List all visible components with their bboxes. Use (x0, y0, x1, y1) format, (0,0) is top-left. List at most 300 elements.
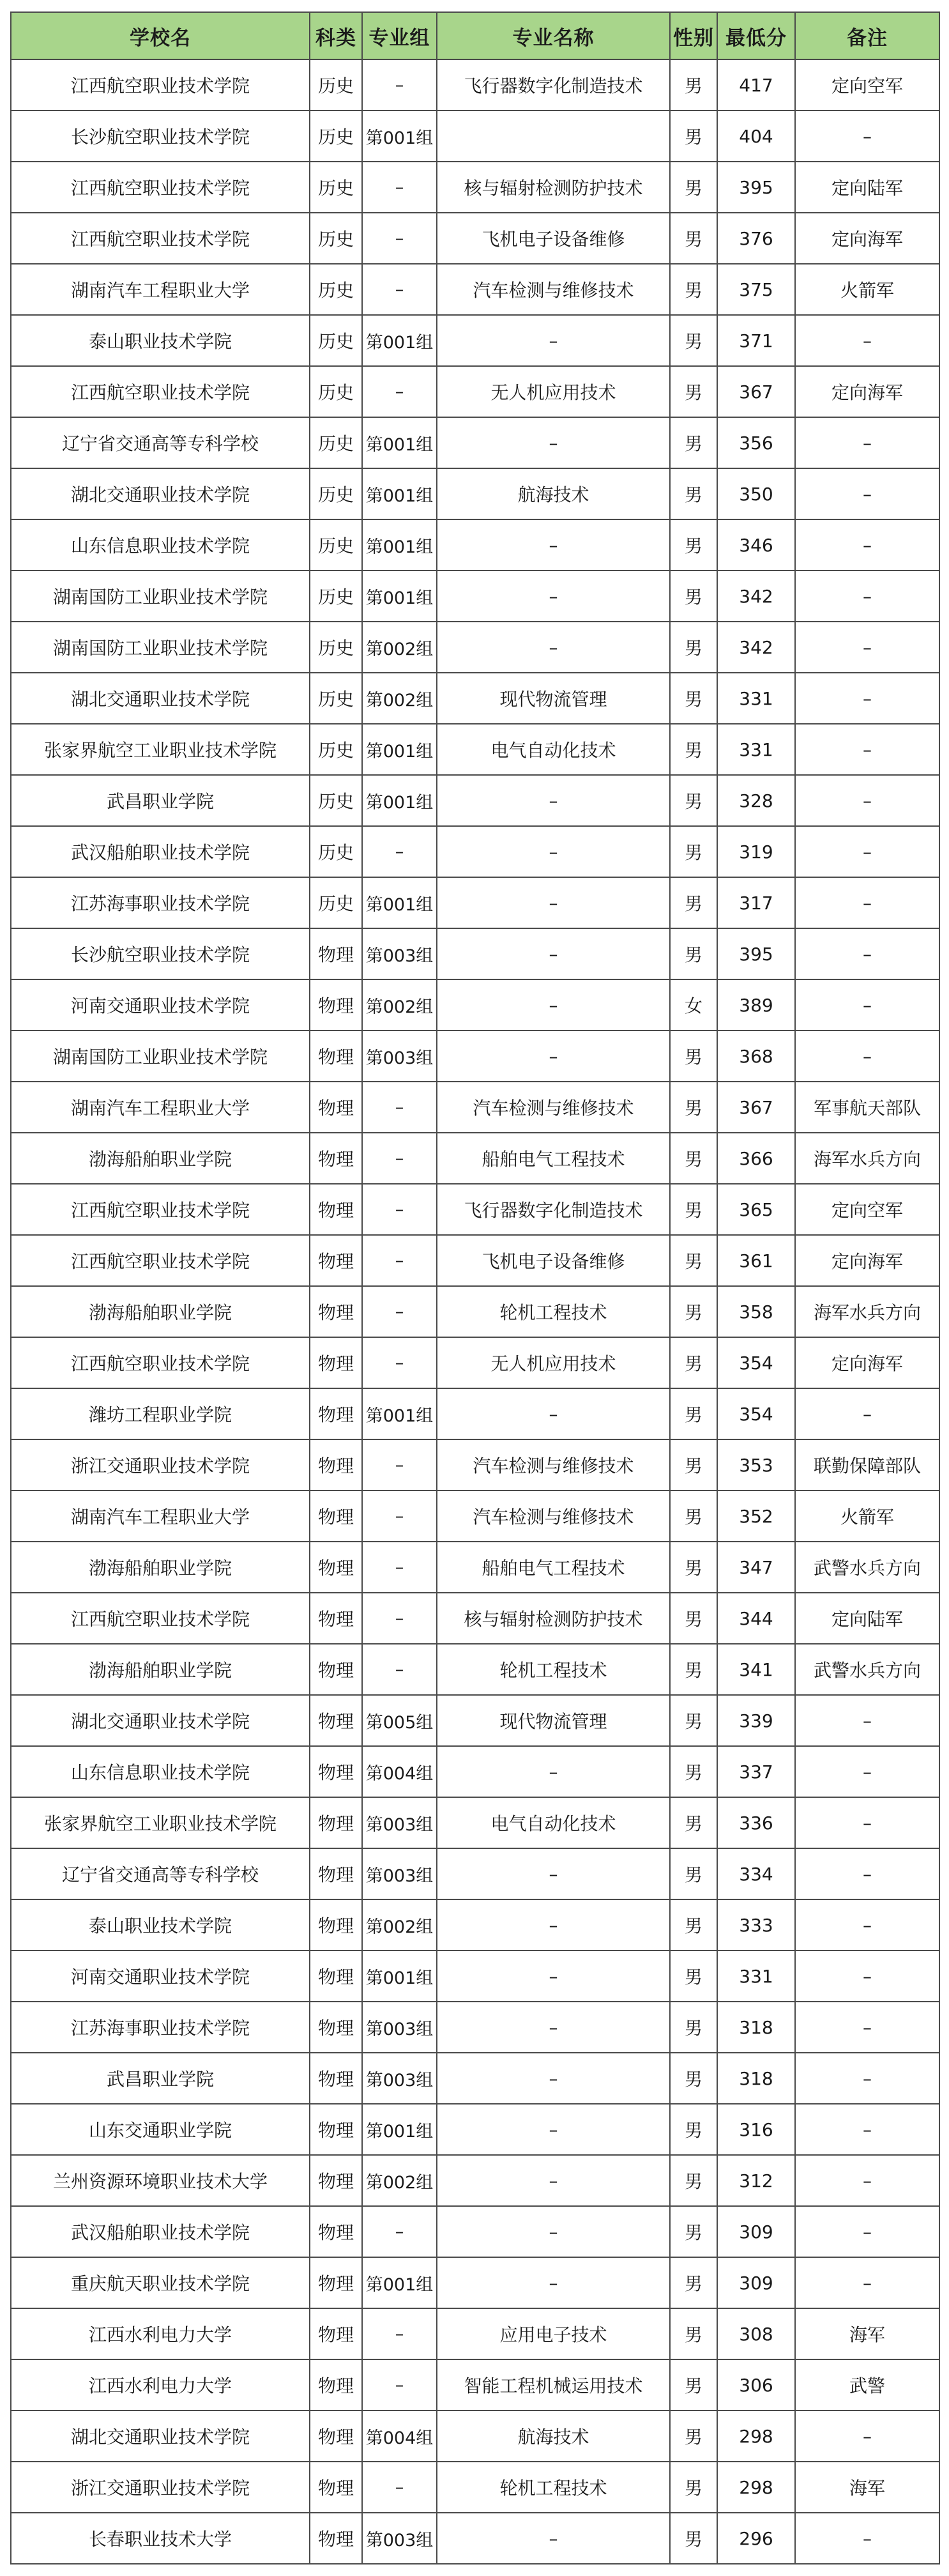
major-name-cell: – (437, 1848, 670, 1899)
major-group-cell: 第002组 (362, 673, 437, 724)
min-score-cell: 375 (717, 264, 795, 315)
table-row (11, 1337, 939, 1388)
min-score-cell: 336 (717, 1797, 795, 1848)
min-score-cell: 417 (717, 59, 795, 111)
major-name-cell: 核与辐射检测防护技术 (437, 1593, 670, 1644)
gender-cell: 男 (670, 2002, 717, 2053)
table-row (11, 1184, 939, 1235)
table-row (11, 1848, 939, 1899)
school-cell: 渤海船舶职业学院 (11, 1286, 310, 1337)
note-cell: – (795, 111, 939, 162)
major-group-cell: 第003组 (362, 1797, 437, 1848)
subject-cell: 物理 (310, 1235, 362, 1286)
min-score-cell: 395 (717, 928, 795, 979)
table-row (11, 1746, 939, 1797)
major-name-cell: 飞机电子设备维修 (437, 1235, 670, 1286)
min-score-cell: 368 (717, 1031, 795, 1082)
school-cell: 江西水利电力大学 (11, 2308, 310, 2359)
gender-cell: 男 (670, 622, 717, 673)
note-cell: – (795, 2002, 939, 2053)
subject-cell: 历史 (310, 622, 362, 673)
table-row (11, 1133, 939, 1184)
subject-cell: 历史 (310, 59, 362, 111)
table-row (11, 571, 939, 622)
major-name-cell: 汽车检测与维修技术 (437, 264, 670, 315)
school-cell: 武昌职业学院 (11, 2053, 310, 2104)
table-header (11, 12, 939, 59)
gender-cell: 男 (670, 59, 717, 111)
subject-cell: 物理 (310, 2411, 362, 2462)
major-group-cell: 第001组 (362, 1951, 437, 2002)
subject-cell: 物理 (310, 2308, 362, 2359)
note-cell: – (795, 468, 939, 519)
table-row (11, 1593, 939, 1644)
school-cell: 江苏海事职业技术学院 (11, 2002, 310, 2053)
table-row (11, 1644, 939, 1695)
school-cell: 武汉船舶职业技术学院 (11, 2206, 310, 2257)
note-cell: – (795, 775, 939, 826)
table-row (11, 1388, 939, 1439)
subject-cell: 物理 (310, 1184, 362, 1235)
major-group-cell: 第003组 (362, 2513, 437, 2564)
subject-cell: 物理 (310, 1695, 362, 1746)
subject-cell: 历史 (310, 571, 362, 622)
note-cell: 海军 (795, 2308, 939, 2359)
gender-cell: 男 (670, 1797, 717, 1848)
subject-cell: 物理 (310, 2206, 362, 2257)
major-name-cell: – (437, 2513, 670, 2564)
min-score-cell: 298 (717, 2462, 795, 2513)
major-group-cell: 第001组 (362, 2104, 437, 2155)
note-cell: – (795, 2053, 939, 2104)
school-cell: 江西航空职业技术学院 (11, 366, 310, 417)
note-cell: – (795, 571, 939, 622)
note-cell: 海军 (795, 2462, 939, 2513)
subject-cell: 历史 (310, 877, 362, 928)
min-score-cell: 334 (717, 1848, 795, 1899)
major-group-cell: 第001组 (362, 2257, 437, 2308)
school-cell: 长沙航空职业技术学院 (11, 928, 310, 979)
min-score-cell: 361 (717, 1235, 795, 1286)
note-cell: – (795, 2411, 939, 2462)
major-name-cell: – (437, 2155, 670, 2206)
major-name-cell: – (437, 2206, 670, 2257)
min-score-cell: 317 (717, 877, 795, 928)
gender-cell: 男 (670, 1235, 717, 1286)
admission-scores-table (10, 12, 940, 2564)
note-cell: – (795, 877, 939, 928)
major-name-cell: 现代物流管理 (437, 1695, 670, 1746)
note-cell: – (795, 2257, 939, 2308)
school-cell: 湖南汽车工程职业大学 (11, 264, 310, 315)
school-cell: 武汉船舶职业技术学院 (11, 826, 310, 877)
school-cell: 江西航空职业技术学院 (11, 1593, 310, 1644)
major-name-cell: – (437, 775, 670, 826)
major-group-cell: – (362, 1644, 437, 1695)
subject-cell: 物理 (310, 1951, 362, 2002)
min-score-cell: 342 (717, 571, 795, 622)
gender-cell: 男 (670, 1133, 717, 1184)
note-cell: 海军水兵方向 (795, 1133, 939, 1184)
major-name-cell: 轮机工程技术 (437, 1286, 670, 1337)
table-row (11, 2308, 939, 2359)
gender-cell: 女 (670, 979, 717, 1031)
table-row (11, 1491, 939, 1542)
subject-cell: 物理 (310, 1848, 362, 1899)
table-row (11, 2411, 939, 2462)
min-score-cell: 352 (717, 1491, 795, 1542)
major-name-cell: – (437, 826, 670, 877)
note-cell: – (795, 1951, 939, 2002)
major-group-cell: – (362, 1235, 437, 1286)
major-name-cell: – (437, 928, 670, 979)
major-name-cell: 船舶电气工程技术 (437, 1133, 670, 1184)
major-group-cell: 第003组 (362, 1848, 437, 1899)
school-cell: 湖北交通职业技术学院 (11, 1695, 310, 1746)
note-cell: – (795, 1388, 939, 1439)
major-group-cell: – (362, 826, 437, 877)
school-cell: 山东信息职业技术学院 (11, 519, 310, 571)
min-score-cell: 318 (717, 2002, 795, 2053)
table-row (11, 2002, 939, 2053)
table-row (11, 2462, 939, 2513)
major-group-cell: – (362, 1593, 437, 1644)
school-cell: 长春职业技术大学 (11, 2513, 310, 2564)
min-score-cell: 316 (717, 2104, 795, 2155)
major-group-cell: 第001组 (362, 417, 437, 468)
table-row (11, 264, 939, 315)
header-min-score: 最低分 (717, 12, 795, 59)
school-cell: 湖北交通职业技术学院 (11, 468, 310, 519)
note-cell: 定向海军 (795, 213, 939, 264)
table-row (11, 1082, 939, 1133)
major-group-cell: – (362, 1439, 437, 1491)
school-cell: 江西水利电力大学 (11, 2359, 310, 2411)
school-cell: 重庆航天职业技术学院 (11, 2257, 310, 2308)
gender-cell: 男 (670, 213, 717, 264)
min-score-cell: 347 (717, 1542, 795, 1593)
min-score-cell: 404 (717, 111, 795, 162)
min-score-cell: 331 (717, 1951, 795, 2002)
gender-cell: 男 (670, 1439, 717, 1491)
min-score-cell: 312 (717, 2155, 795, 2206)
school-cell: 渤海船舶职业学院 (11, 1542, 310, 1593)
school-cell: 河南交通职业技术学院 (11, 979, 310, 1031)
note-cell: 定向陆军 (795, 1593, 939, 1644)
major-name-cell: 汽车检测与维修技术 (437, 1491, 670, 1542)
subject-cell: 物理 (310, 1746, 362, 1797)
min-score-cell: 365 (717, 1184, 795, 1235)
major-name-cell: 航海技术 (437, 2411, 670, 2462)
major-name-cell: – (437, 2104, 670, 2155)
note-cell: 定向空军 (795, 59, 939, 111)
note-cell: – (795, 417, 939, 468)
min-score-cell: 371 (717, 315, 795, 366)
note-cell: – (795, 1797, 939, 1848)
note-cell: 武警水兵方向 (795, 1542, 939, 1593)
gender-cell: 男 (670, 417, 717, 468)
subject-cell: 物理 (310, 2257, 362, 2308)
subject-cell: 物理 (310, 1439, 362, 1491)
major-group-cell: 第001组 (362, 775, 437, 826)
min-score-cell: 356 (717, 417, 795, 468)
school-cell: 渤海船舶职业学院 (11, 1644, 310, 1695)
school-cell: 江西航空职业技术学院 (11, 213, 310, 264)
subject-cell: 物理 (310, 1491, 362, 1542)
table-row (11, 468, 939, 519)
gender-cell: 男 (670, 2053, 717, 2104)
major-name-cell: 飞机电子设备维修 (437, 213, 670, 264)
major-group-cell: – (362, 2308, 437, 2359)
major-name-cell: – (437, 1031, 670, 1082)
major-name-cell: – (437, 622, 670, 673)
min-score-cell: 342 (717, 622, 795, 673)
gender-cell: 男 (670, 2257, 717, 2308)
subject-cell: 历史 (310, 775, 362, 826)
major-name-cell: 航海技术 (437, 468, 670, 519)
min-score-cell: 318 (717, 2053, 795, 2104)
school-cell: 湖南国防工业职业技术学院 (11, 1031, 310, 1082)
table-body (11, 59, 939, 2564)
note-cell: – (795, 519, 939, 571)
subject-cell: 物理 (310, 2359, 362, 2411)
subject-cell: 物理 (310, 1133, 362, 1184)
gender-cell: 男 (670, 315, 717, 366)
note-cell: 定向海军 (795, 1235, 939, 1286)
major-name-cell: 应用电子技术 (437, 2308, 670, 2359)
table-row (11, 2155, 939, 2206)
min-score-cell: 309 (717, 2257, 795, 2308)
gender-cell: 男 (670, 724, 717, 775)
note-cell: – (795, 1899, 939, 1951)
note-cell: 定向海军 (795, 1337, 939, 1388)
table-row (11, 59, 939, 111)
school-cell: 兰州资源环境职业技术大学 (11, 2155, 310, 2206)
gender-cell: 男 (670, 1388, 717, 1439)
note-cell: – (795, 673, 939, 724)
school-cell: 河南交通职业技术学院 (11, 1951, 310, 2002)
major-group-cell: – (362, 213, 437, 264)
table-row (11, 519, 939, 571)
table-row (11, 1951, 939, 2002)
table-row (11, 2053, 939, 2104)
school-cell: 辽宁省交通高等专科学校 (11, 1848, 310, 1899)
table-row (11, 162, 939, 213)
school-cell: 江西航空职业技术学院 (11, 162, 310, 213)
subject-cell: 历史 (310, 111, 362, 162)
min-score-cell: 296 (717, 2513, 795, 2564)
header-major-name: 专业名称 (437, 12, 670, 59)
min-score-cell: 376 (717, 213, 795, 264)
major-group-cell: 第001组 (362, 519, 437, 571)
gender-cell: 男 (670, 1644, 717, 1695)
min-score-cell: 319 (717, 826, 795, 877)
subject-cell: 历史 (310, 366, 362, 417)
table-row (11, 1695, 939, 1746)
major-group-cell: 第003组 (362, 2053, 437, 2104)
major-group-cell: – (362, 1133, 437, 1184)
min-score-cell: 366 (717, 1133, 795, 1184)
subject-cell: 物理 (310, 1031, 362, 1082)
note-cell: – (795, 2206, 939, 2257)
gender-cell: 男 (670, 2462, 717, 2513)
major-group-cell: 第005组 (362, 1695, 437, 1746)
min-score-cell: 331 (717, 724, 795, 775)
subject-cell: 物理 (310, 1797, 362, 1848)
major-name-cell: – (437, 2002, 670, 2053)
major-group-cell: 第001组 (362, 1388, 437, 1439)
school-cell: 江西航空职业技术学院 (11, 1184, 310, 1235)
school-cell: 浙江交通职业技术学院 (11, 1439, 310, 1491)
table-row (11, 2513, 939, 2564)
gender-cell: 男 (670, 1184, 717, 1235)
school-cell: 张家界航空工业职业技术学院 (11, 724, 310, 775)
major-group-cell: 第001组 (362, 315, 437, 366)
note-cell: – (795, 1848, 939, 1899)
note-cell: – (795, 826, 939, 877)
subject-cell: 历史 (310, 264, 362, 315)
gender-cell: 男 (670, 1695, 717, 1746)
min-score-cell: 306 (717, 2359, 795, 2411)
table-row (11, 622, 939, 673)
subject-cell: 历史 (310, 724, 362, 775)
min-score-cell: 309 (717, 2206, 795, 2257)
gender-cell: 男 (670, 2308, 717, 2359)
note-cell: 武警水兵方向 (795, 1644, 939, 1695)
major-group-cell: – (362, 2462, 437, 2513)
table-row (11, 417, 939, 468)
major-name-cell: – (437, 1746, 670, 1797)
note-cell: 联勤保障部队 (795, 1439, 939, 1491)
table-row (11, 366, 939, 417)
school-cell: 长沙航空职业技术学院 (11, 111, 310, 162)
note-cell: – (795, 928, 939, 979)
header-row (11, 12, 939, 59)
major-group-cell: 第004组 (362, 2411, 437, 2462)
school-cell: 湖南汽车工程职业大学 (11, 1491, 310, 1542)
subject-cell: 物理 (310, 1644, 362, 1695)
major-name-cell: – (437, 979, 670, 1031)
note-cell: – (795, 1695, 939, 1746)
gender-cell: 男 (670, 1491, 717, 1542)
school-cell: 江西航空职业技术学院 (11, 59, 310, 111)
min-score-cell: 331 (717, 673, 795, 724)
major-group-cell: 第003组 (362, 2002, 437, 2053)
major-name-cell: – (437, 877, 670, 928)
school-cell: 湖北交通职业技术学院 (11, 2411, 310, 2462)
subject-cell: 物理 (310, 1542, 362, 1593)
min-score-cell: 354 (717, 1337, 795, 1388)
table-row (11, 979, 939, 1031)
gender-cell: 男 (670, 1031, 717, 1082)
table-row (11, 877, 939, 928)
gender-cell: 男 (670, 264, 717, 315)
major-group-cell: 第001组 (362, 571, 437, 622)
school-cell: 江西航空职业技术学院 (11, 1235, 310, 1286)
school-cell: 泰山职业技术学院 (11, 1899, 310, 1951)
note-cell: 海军水兵方向 (795, 1286, 939, 1337)
gender-cell: 男 (670, 928, 717, 979)
school-cell: 江西航空职业技术学院 (11, 1337, 310, 1388)
table-row (11, 826, 939, 877)
note-cell: – (795, 1746, 939, 1797)
major-name-cell: 核与辐射检测防护技术 (437, 162, 670, 213)
major-group-cell: – (362, 264, 437, 315)
min-score-cell: 328 (717, 775, 795, 826)
note-cell: – (795, 2104, 939, 2155)
note-cell: 武警 (795, 2359, 939, 2411)
subject-cell: 物理 (310, 2462, 362, 2513)
gender-cell: 男 (670, 2155, 717, 2206)
gender-cell: 男 (670, 519, 717, 571)
gender-cell: 男 (670, 1542, 717, 1593)
major-group-cell: – (362, 1184, 437, 1235)
school-cell: 武昌职业学院 (11, 775, 310, 826)
gender-cell: 男 (670, 877, 717, 928)
note-cell: 定向空军 (795, 1184, 939, 1235)
school-cell: 渤海船舶职业学院 (11, 1133, 310, 1184)
gender-cell: 男 (670, 468, 717, 519)
gender-cell: 男 (670, 1951, 717, 2002)
note-cell: – (795, 622, 939, 673)
school-cell: 泰山职业技术学院 (11, 315, 310, 366)
note-cell: – (795, 2513, 939, 2564)
school-cell: 湖南汽车工程职业大学 (11, 1082, 310, 1133)
subject-cell: 物理 (310, 2155, 362, 2206)
major-group-cell: – (362, 366, 437, 417)
major-name-cell: – (437, 571, 670, 622)
table-row (11, 111, 939, 162)
major-name-cell: – (437, 1951, 670, 2002)
table-row (11, 2104, 939, 2155)
school-cell: 张家界航空工业职业技术学院 (11, 1797, 310, 1848)
min-score-cell: 350 (717, 468, 795, 519)
subject-cell: 物理 (310, 2053, 362, 2104)
subject-cell: 历史 (310, 162, 362, 213)
min-score-cell: 389 (717, 979, 795, 1031)
major-group-cell: 第001组 (362, 724, 437, 775)
note-cell: 军事航天部队 (795, 1082, 939, 1133)
note-cell: 定向陆军 (795, 162, 939, 213)
subject-cell: 物理 (310, 1337, 362, 1388)
major-name-cell: – (437, 417, 670, 468)
subject-cell: 物理 (310, 2104, 362, 2155)
major-name-cell: – (437, 1899, 670, 1951)
major-group-cell: 第004组 (362, 1746, 437, 1797)
subject-cell: 历史 (310, 673, 362, 724)
note-cell: 定向海军 (795, 366, 939, 417)
school-cell: 湖南国防工业职业技术学院 (11, 622, 310, 673)
note-cell: 火箭军 (795, 1491, 939, 1542)
major-group-cell: 第001组 (362, 111, 437, 162)
school-cell: 湖北交通职业技术学院 (11, 673, 310, 724)
table-row (11, 2206, 939, 2257)
major-name-cell: 无人机应用技术 (437, 366, 670, 417)
major-name-cell: 汽车检测与维修技术 (437, 1082, 670, 1133)
major-group-cell: 第001组 (362, 468, 437, 519)
min-score-cell: 337 (717, 1746, 795, 1797)
subject-cell: 物理 (310, 1899, 362, 1951)
major-group-cell: – (362, 2206, 437, 2257)
subject-cell: 历史 (310, 213, 362, 264)
gender-cell: 男 (670, 2359, 717, 2411)
gender-cell: 男 (670, 1899, 717, 1951)
gender-cell: 男 (670, 111, 717, 162)
major-group-cell: – (362, 2359, 437, 2411)
subject-cell: 物理 (310, 1593, 362, 1644)
gender-cell: 男 (670, 2411, 717, 2462)
major-group-cell: 第003组 (362, 1031, 437, 1082)
